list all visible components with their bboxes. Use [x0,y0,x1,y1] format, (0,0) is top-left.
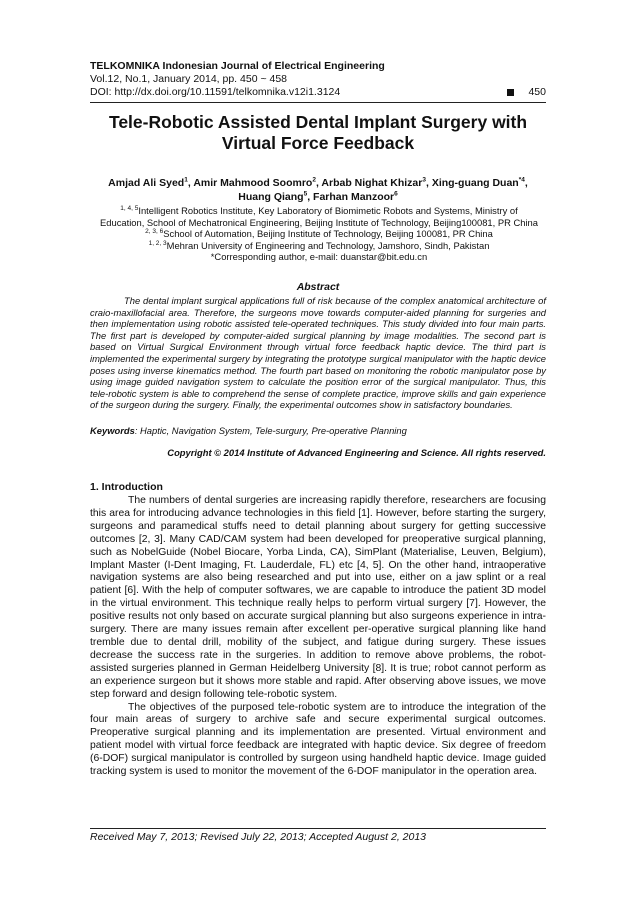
section-heading-introduction: 1. Introduction [90,481,163,493]
copyright-notice: Copyright © 2014 Institute of Advanced Engineering and Science. All rights reserved. [167,447,546,458]
running-header [90,60,546,99]
received-dates: Received May 7, 2013; Revised July 22, 2013; Accepted August 2, 2013 [90,831,427,843]
footer-rule [90,828,546,829]
paper-title: Tele-Robotic Assisted Dental Implant Surgery with Virtual Force Feedback [108,112,528,153]
abstract-heading: Abstract [296,281,340,293]
abstract-text: The dental implant surgical applications full of risk because of the complex anatomical architecture of craio-maxillofacial area. Therefore, the surgeons move towards computer-aided planning for surgeries and then implementation using robotic assisted tele-operated techniques. This study divided into four main parts. The first part is developed by computer-aided surgical planning by image modalities. The second part is based on Virtual Surgical Environment through virtual force feedback haptic device. The third part is implemented the experimental surgery by integrating the prototype surgical manipulator with the haptic device poses using inverse kinematics method. The fourth part based on monitoring the robotic manipulator pose by using image guided navigation system to calculate the position error of the surgical manipulator. Thus, this tele-robotic system is able to comprehend the sense of complete practice, improve skills and gain experience of the surgeon during the surgery. Finally, the experimental outcomes show in satisfactory boundaries. [90,295,546,411]
corresponding-author: *Corresponding author, e-mail: duanstar@bit.edu.cn [210,251,428,263]
journal-volume: Vol.12, No.1, January 2014, pp. 450 ~ 458 [90,73,288,85]
keywords: Keywords: Haptic, Navigation System, Tele-surgury, Pre-operative Planning [90,425,407,436]
introduction-body [90,495,546,779]
paragraph: The numbers of dental surgeries are increasing rapidly therefore, researchers are focusing this area for introducing advance technologies in this field [1]. However, before starting the surgery, surgeons and paramedical stuffs need to detail planning about surgery for getting successive outcomes [2, 3]. Many CAD/CAM system had been developed for preoperative surgical planning, such as NobelGuide (Nobel Biocare, Yorba Linda, CA), SimPlant (Materialise, Leuven, Belgium), Implant Master (I-Dent Imaging, Ft. Lauderdale, FL) etc [4, 5]. On the other hand, intraoperative navigation systems are also being researched and put into use, either on a jaw splint or a real patient [6]. With the help of computer softwares, we are capable to introduce the patient 3D model in the virtual environment. This technique really helps to perform virtual surgery [7]. However, the positive results not only based on accurate surgical planning but also surgeons experience in intra-surgery. There are many issues remain after excellent per-operative surgical planning like hand tremble due to dental drill, mobility of the subject, and fatigue during surgery. These issues decrease the success rate in the surgeries. In addition to remove above problems, the robot-assisted surgeries planned in German Heidelberg University [8]. It is true; robot cannot perform as an experience surgeon but it shows more stable and rapid. After observing above issues, we move step forward and design following tele-robotic system. [90,495,546,700]
page-number: 450 [528,86,546,98]
header-rule [90,102,546,103]
square-bullet-icon [507,89,514,96]
paragraph: The objectives of the purposed tele-robotic system are to introduce the integration of the four main areas of surgery to archive safe and secure experimental surgical outcomes. Preoperative surgical planning and its implementation are presented. Virtual environment and patient model with virtual force feedback are integrated with haptic device. Six degree of freedom (6-DOF) surgical manipulator is controlled by surgeon using handheld haptic device. Image guided tracking system is used to monitor the movement of the 6-DOF manipulator in the operation area. [90,701,546,778]
journal-name: TELKOMNIKA Indonesian Journal of Electrical Engineering [90,60,385,72]
affiliations: $^{1, 4, 5}$Intelligent Robotics Institute, Key Laboratory of Biomimetic Robots and Systems, Ministry of Education, School of Mechatronical Engineering, Beijing Institute of Technology, Beijing100081, PR China $^{2, 3, 6}$School of Automation, Beijing Institute of Technology, Beijing 100081, PR China $^{1, 2, 3}$Mehran University of Engineering and Technology, Jamshoro, Sindh, Pakistan *Corresponding author, e-mail: duanstar@bit.edu.cn [80,205,558,263]
doi-link[interactable]: DOI: http://dx.doi.org/10.11591/telkomnika.v12i1.3124 [90,86,341,98]
author-list: Amjad Ali Syed$^1$, Amir Mahmood Soomro$^2$, Arbab Nighat Khizar$^3$, Xing-guang Duan$^{*4}$, Huang Qiang$^5$, Farhan Manzoor$^6$ [108,176,528,203]
